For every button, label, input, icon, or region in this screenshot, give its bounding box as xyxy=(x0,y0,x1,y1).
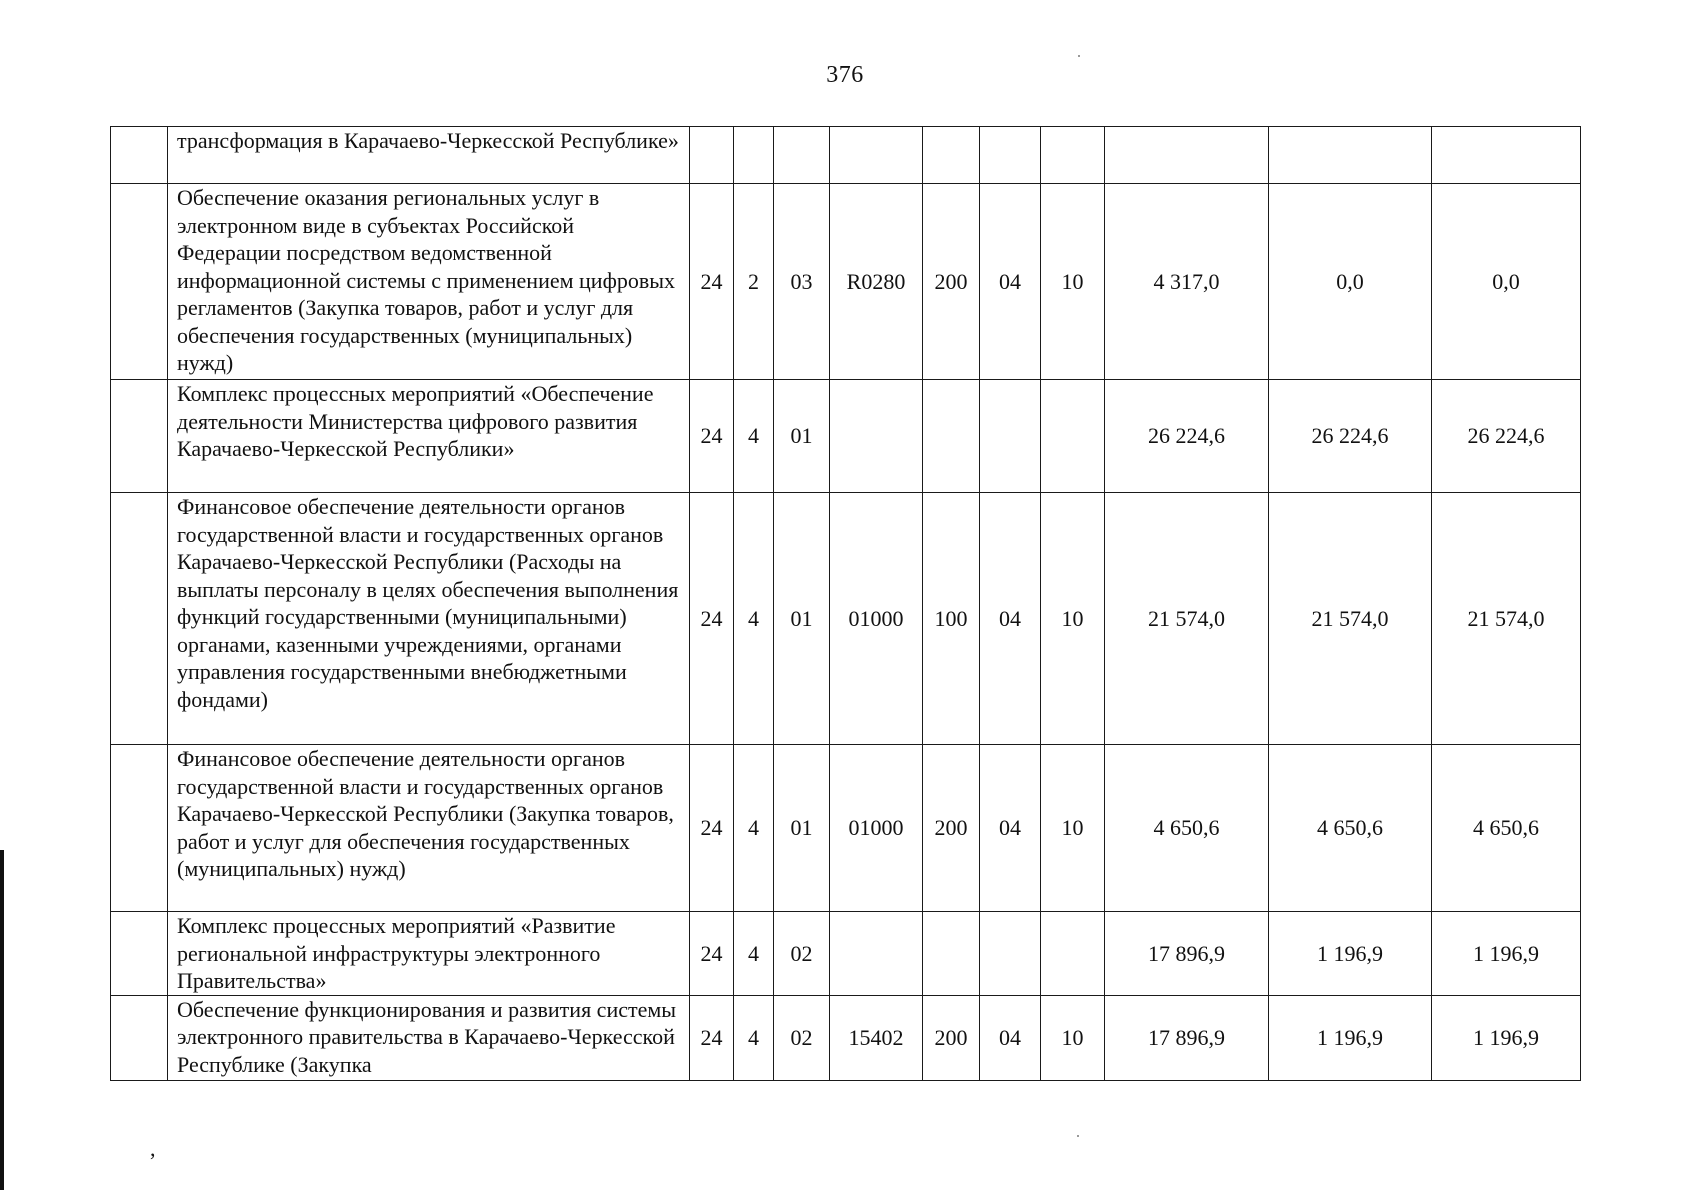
description-cell: Комплекс процессных мероприятий «Обеспечение деятельности Министерства цифрового развития Карачаево-Черкесской Республики» xyxy=(168,380,690,493)
code-2-cell: 4 xyxy=(734,995,774,1080)
expense-type-cell: 200 xyxy=(923,995,980,1080)
expense-type-cell xyxy=(923,912,980,996)
value-year-3-cell: 0,0 xyxy=(1432,184,1581,380)
code-2-cell xyxy=(734,127,774,184)
value-year-2-cell xyxy=(1269,127,1432,184)
target-code-cell xyxy=(830,380,923,493)
row-number-cell xyxy=(111,127,168,184)
value-year-2-cell: 4 650,6 xyxy=(1269,745,1432,912)
target-code-cell xyxy=(830,127,923,184)
value-year-3-cell: 4 650,6 xyxy=(1432,745,1581,912)
description-cell: Комплекс процессных мероприятий «Развитие региональной инфраструктуры электронного Правительства» xyxy=(168,912,690,996)
code-1-cell: 24 xyxy=(690,380,734,493)
target-code-cell: R0280 xyxy=(830,184,923,380)
value-year-3-cell: 26 224,6 xyxy=(1432,380,1581,493)
scan-edge-bar xyxy=(0,850,4,1190)
table-row xyxy=(111,127,1581,184)
subsection-cell: 10 xyxy=(1041,745,1105,912)
row-number-cell xyxy=(111,995,168,1080)
code-1-cell: 24 xyxy=(690,912,734,996)
value-year-1-cell: 21 574,0 xyxy=(1105,493,1269,745)
value-year-3-cell: 1 196,9 xyxy=(1432,912,1581,996)
expense-type-cell xyxy=(923,127,980,184)
row-number-cell xyxy=(111,380,168,493)
value-year-2-cell: 1 196,9 xyxy=(1269,912,1432,996)
section-cell: 04 xyxy=(980,745,1041,912)
description-cell: Финансовое обеспечение деятельности органов государственной власти и государственных органов Карачаево-Черкесской Республики (Закупка товаров, работ и услуг для обеспечения государственных (муниципальных) нужд) xyxy=(168,745,690,912)
value-year-1-cell xyxy=(1105,127,1269,184)
expense-type-cell: 200 xyxy=(923,184,980,380)
description-cell: Обеспечение оказания региональных услуг в электронном виде в субъектах Российской Федерации посредством ведомственной информационной системы с применением цифровых регламентов (Закупка товаров, работ и услуг для обеспечения государственных (муниципальных) нужд) xyxy=(168,184,690,380)
value-year-1-cell: 26 224,6 xyxy=(1105,380,1269,493)
code-2-cell: 4 xyxy=(734,912,774,996)
code-3-cell: 01 xyxy=(774,380,830,493)
subsection-cell xyxy=(1041,912,1105,996)
value-year-1-cell: 17 896,9 xyxy=(1105,912,1269,996)
subsection-cell: 10 xyxy=(1041,493,1105,745)
code-3-cell: 02 xyxy=(774,995,830,1080)
target-code-cell xyxy=(830,912,923,996)
budget-table xyxy=(110,126,1581,1081)
table-body xyxy=(111,127,1581,1081)
scan-speck xyxy=(1078,55,1080,57)
value-year-2-cell: 26 224,6 xyxy=(1269,380,1432,493)
code-2-cell: 4 xyxy=(734,380,774,493)
code-3-cell: 01 xyxy=(774,745,830,912)
value-year-3-cell: 1 196,9 xyxy=(1432,995,1581,1080)
description-cell: Обеспечение функционирования и развития системы электронного правительства в Карачаево-Черкесской Республике (Закупка xyxy=(168,995,690,1080)
code-3-cell: 03 xyxy=(774,184,830,380)
code-2-cell: 4 xyxy=(734,745,774,912)
subsection-cell: 10 xyxy=(1041,995,1105,1080)
table-row xyxy=(111,184,1581,380)
row-number-cell xyxy=(111,912,168,996)
value-year-1-cell: 17 896,9 xyxy=(1105,995,1269,1080)
expense-type-cell: 200 xyxy=(923,745,980,912)
code-1-cell: 24 xyxy=(690,493,734,745)
description-cell: трансформация в Карачаево-Черкесской Республике» xyxy=(168,127,690,184)
page-number: 376 xyxy=(826,62,864,88)
section-cell xyxy=(980,912,1041,996)
table-row xyxy=(111,995,1581,1080)
scan-speck xyxy=(1077,1135,1079,1137)
code-2-cell: 2 xyxy=(734,184,774,380)
value-year-2-cell: 1 196,9 xyxy=(1269,995,1432,1080)
table-row xyxy=(111,380,1581,493)
expense-type-cell xyxy=(923,380,980,493)
subsection-cell xyxy=(1041,127,1105,184)
description-cell: Финансовое обеспечение деятельности органов государственной власти и государственных органов Карачаево-Черкесской Республики (Расходы на выплаты персоналу в целях обеспечения выполнения функций государственными (муниципальными) органами, казенными учреждениями, органами управления государственными внебюджетными фондами) xyxy=(168,493,690,745)
value-year-2-cell: 21 574,0 xyxy=(1269,493,1432,745)
stray-mark: , xyxy=(150,1136,156,1161)
table-row xyxy=(111,493,1581,745)
target-code-cell: 15402 xyxy=(830,995,923,1080)
target-code-cell: 01000 xyxy=(830,493,923,745)
table-row xyxy=(111,912,1581,996)
section-cell xyxy=(980,380,1041,493)
code-3-cell xyxy=(774,127,830,184)
value-year-1-cell: 4 317,0 xyxy=(1105,184,1269,380)
section-cell: 04 xyxy=(980,493,1041,745)
row-number-cell xyxy=(111,184,168,380)
section-cell xyxy=(980,127,1041,184)
section-cell: 04 xyxy=(980,184,1041,380)
value-year-3-cell xyxy=(1432,127,1581,184)
subsection-cell: 10 xyxy=(1041,184,1105,380)
code-1-cell xyxy=(690,127,734,184)
expense-type-cell: 100 xyxy=(923,493,980,745)
row-number-cell xyxy=(111,493,168,745)
code-2-cell: 4 xyxy=(734,493,774,745)
subsection-cell xyxy=(1041,380,1105,493)
value-year-3-cell: 21 574,0 xyxy=(1432,493,1581,745)
code-1-cell: 24 xyxy=(690,184,734,380)
table-row xyxy=(111,745,1581,912)
section-cell: 04 xyxy=(980,995,1041,1080)
code-1-cell: 24 xyxy=(690,995,734,1080)
target-code-cell: 01000 xyxy=(830,745,923,912)
value-year-1-cell: 4 650,6 xyxy=(1105,745,1269,912)
code-3-cell: 02 xyxy=(774,912,830,996)
value-year-2-cell: 0,0 xyxy=(1269,184,1432,380)
row-number-cell xyxy=(111,745,168,912)
code-3-cell: 01 xyxy=(774,493,830,745)
code-1-cell: 24 xyxy=(690,745,734,912)
